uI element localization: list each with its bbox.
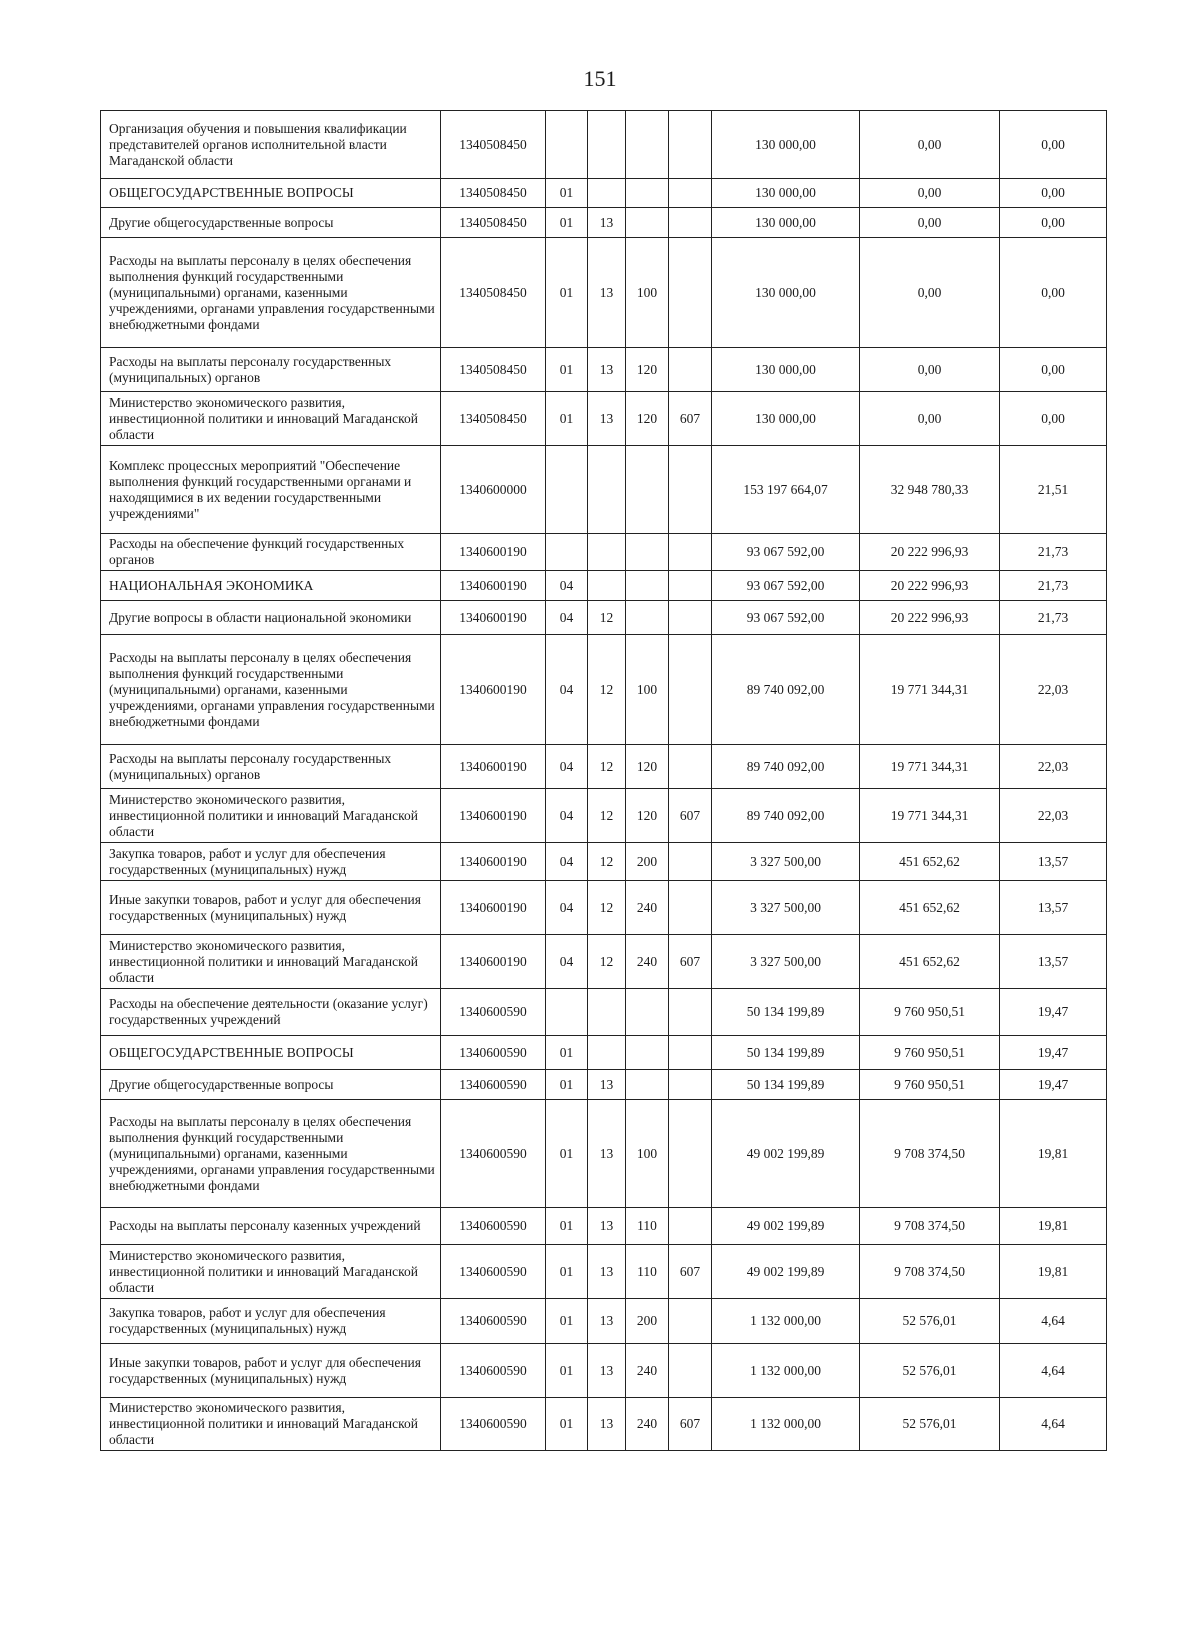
row-code: 1340600590 — [441, 1100, 546, 1208]
table-row — [101, 348, 1107, 392]
row-expense-type — [626, 208, 669, 238]
row-subsection — [588, 571, 626, 601]
table-row — [101, 881, 1107, 935]
row-name: Расходы на обеспечение деятельности (оказание услуг) государственных учреждений — [101, 989, 441, 1036]
row-section: 04 — [546, 745, 588, 789]
row-code: 1340600590 — [441, 1070, 546, 1100]
row-plan-amount: 3 327 500,00 — [712, 843, 860, 881]
row-expense-type: 120 — [626, 745, 669, 789]
row-expense-type: 240 — [626, 1344, 669, 1398]
row-subsection: 13 — [588, 1299, 626, 1344]
row-percent: 21,73 — [1000, 601, 1107, 635]
row-expense-type: 120 — [626, 348, 669, 392]
row-subsection: 12 — [588, 789, 626, 843]
row-section: 04 — [546, 601, 588, 635]
row-plan-amount: 93 067 592,00 — [712, 571, 860, 601]
row-expense-type — [626, 601, 669, 635]
budget-table — [100, 110, 1107, 1451]
table-row — [101, 392, 1107, 446]
row-plan-amount: 1 132 000,00 — [712, 1398, 860, 1451]
row-ministry-code — [669, 635, 712, 745]
row-subsection — [588, 989, 626, 1036]
row-section: 04 — [546, 571, 588, 601]
row-executed-amount: 451 652,62 — [860, 935, 1000, 989]
row-code: 1340600190 — [441, 745, 546, 789]
table-row — [101, 789, 1107, 843]
row-ministry-code — [669, 1344, 712, 1398]
row-executed-amount: 20 222 996,93 — [860, 571, 1000, 601]
row-name: Закупка товаров, работ и услуг для обеспечения государственных (муниципальных) нужд — [101, 843, 441, 881]
row-executed-amount: 52 576,01 — [860, 1299, 1000, 1344]
row-ministry-code — [669, 1208, 712, 1245]
table-row — [101, 935, 1107, 989]
row-name: Комплекс процессных мероприятий "Обеспечение выполнения функций государственными органами и находящимися в их ведении государственными учреждениями" — [101, 446, 441, 534]
table-row — [101, 843, 1107, 881]
table-row — [101, 111, 1107, 179]
row-name: Расходы на выплаты персоналу государственных (муниципальных) органов — [101, 348, 441, 392]
row-section — [546, 989, 588, 1036]
row-percent: 13,57 — [1000, 935, 1107, 989]
row-expense-type: 100 — [626, 238, 669, 348]
row-section: 01 — [546, 1100, 588, 1208]
row-code: 1340600000 — [441, 446, 546, 534]
row-subsection: 13 — [588, 1208, 626, 1245]
row-expense-type — [626, 534, 669, 571]
row-executed-amount: 20 222 996,93 — [860, 601, 1000, 635]
row-executed-amount: 451 652,62 — [860, 843, 1000, 881]
row-name: Министерство экономического развития, инвестиционной политики и инноваций Магаданской области — [101, 1398, 441, 1451]
row-section: 01 — [546, 238, 588, 348]
row-executed-amount: 19 771 344,31 — [860, 789, 1000, 843]
row-percent: 19,81 — [1000, 1245, 1107, 1299]
row-name: Расходы на выплаты персоналу казенных учреждений — [101, 1208, 441, 1245]
row-plan-amount: 130 000,00 — [712, 392, 860, 446]
row-executed-amount: 0,00 — [860, 208, 1000, 238]
row-percent: 0,00 — [1000, 238, 1107, 348]
row-ministry-code — [669, 601, 712, 635]
table-row — [101, 1036, 1107, 1070]
row-expense-type — [626, 446, 669, 534]
row-percent: 22,03 — [1000, 635, 1107, 745]
row-ministry-code — [669, 843, 712, 881]
row-executed-amount: 52 576,01 — [860, 1344, 1000, 1398]
row-name: Расходы на выплаты персоналу в целях обеспечения выполнения функций государственными (муниципальными) органами, казенными учреждениями, органами управления государственными внебюджетными фондами — [101, 1100, 441, 1208]
row-section: 04 — [546, 843, 588, 881]
row-ministry-code — [669, 571, 712, 601]
row-percent: 19,47 — [1000, 1070, 1107, 1100]
row-plan-amount: 89 740 092,00 — [712, 745, 860, 789]
row-name: Расходы на выплаты персоналу в целях обеспечения выполнения функций государственными (муниципальными) органами, казенными учреждениями, органами управления государственными внебюджетными фондами — [101, 635, 441, 745]
row-percent: 21,73 — [1000, 534, 1107, 571]
row-code: 1340600590 — [441, 989, 546, 1036]
row-percent: 19,81 — [1000, 1208, 1107, 1245]
row-plan-amount: 1 132 000,00 — [712, 1299, 860, 1344]
row-code: 1340600590 — [441, 1344, 546, 1398]
row-percent: 13,57 — [1000, 843, 1107, 881]
row-percent: 4,64 — [1000, 1344, 1107, 1398]
row-ministry-code — [669, 208, 712, 238]
row-subsection: 13 — [588, 1398, 626, 1451]
row-code: 1340600190 — [441, 571, 546, 601]
row-ministry-code — [669, 1036, 712, 1070]
row-plan-amount: 49 002 199,89 — [712, 1245, 860, 1299]
table-row — [101, 1208, 1107, 1245]
table-row — [101, 571, 1107, 601]
row-name: Министерство экономического развития, инвестиционной политики и инноваций Магаданской области — [101, 789, 441, 843]
row-section: 01 — [546, 1245, 588, 1299]
row-ministry-code — [669, 348, 712, 392]
table-row — [101, 1070, 1107, 1100]
row-subsection: 13 — [588, 208, 626, 238]
row-executed-amount: 451 652,62 — [860, 881, 1000, 935]
row-executed-amount: 9 708 374,50 — [860, 1208, 1000, 1245]
row-name: Иные закупки товаров, работ и услуг для обеспечения государственных (муниципальных) нужд — [101, 881, 441, 935]
row-executed-amount: 32 948 780,33 — [860, 446, 1000, 534]
row-name: Другие общегосударственные вопросы — [101, 1070, 441, 1100]
row-code: 1340508450 — [441, 111, 546, 179]
row-expense-type — [626, 179, 669, 208]
row-section: 04 — [546, 789, 588, 843]
row-name: НАЦИОНАЛЬНАЯ ЭКОНОМИКА — [101, 571, 441, 601]
row-percent: 0,00 — [1000, 179, 1107, 208]
row-expense-type — [626, 1070, 669, 1100]
row-ministry-code — [669, 745, 712, 789]
row-expense-type: 200 — [626, 843, 669, 881]
row-plan-amount: 49 002 199,89 — [712, 1100, 860, 1208]
row-code: 1340600590 — [441, 1208, 546, 1245]
row-subsection: 12 — [588, 635, 626, 745]
table-row — [101, 635, 1107, 745]
row-subsection: 12 — [588, 843, 626, 881]
row-ministry-code — [669, 111, 712, 179]
row-subsection: 13 — [588, 1245, 626, 1299]
row-percent: 4,64 — [1000, 1299, 1107, 1344]
row-code: 1340600190 — [441, 935, 546, 989]
row-subsection: 12 — [588, 881, 626, 935]
table-row — [101, 1299, 1107, 1344]
row-expense-type — [626, 1036, 669, 1070]
row-executed-amount: 9 708 374,50 — [860, 1245, 1000, 1299]
row-section: 04 — [546, 935, 588, 989]
row-name: Министерство экономического развития, инвестиционной политики и инноваций Магаданской области — [101, 935, 441, 989]
row-plan-amount: 93 067 592,00 — [712, 601, 860, 635]
row-code: 1340600190 — [441, 601, 546, 635]
table-row — [101, 446, 1107, 534]
row-ministry-code — [669, 446, 712, 534]
row-expense-type — [626, 111, 669, 179]
row-expense-type: 100 — [626, 1100, 669, 1208]
row-section — [546, 111, 588, 179]
row-executed-amount: 9 708 374,50 — [860, 1100, 1000, 1208]
row-ministry-code: 607 — [669, 935, 712, 989]
row-expense-type: 120 — [626, 789, 669, 843]
row-subsection: 13 — [588, 1070, 626, 1100]
row-code: 1340508450 — [441, 348, 546, 392]
row-percent: 0,00 — [1000, 348, 1107, 392]
table-row — [101, 745, 1107, 789]
table-row — [101, 601, 1107, 635]
row-section: 01 — [546, 1299, 588, 1344]
row-plan-amount: 130 000,00 — [712, 111, 860, 179]
row-plan-amount: 130 000,00 — [712, 179, 860, 208]
row-percent: 0,00 — [1000, 392, 1107, 446]
row-section: 01 — [546, 208, 588, 238]
row-section: 04 — [546, 635, 588, 745]
row-subsection: 13 — [588, 1344, 626, 1398]
row-section: 04 — [546, 881, 588, 935]
row-percent: 13,57 — [1000, 881, 1107, 935]
row-expense-type: 240 — [626, 935, 669, 989]
row-subsection — [588, 111, 626, 179]
row-section: 01 — [546, 1070, 588, 1100]
table-row — [101, 534, 1107, 571]
row-plan-amount: 3 327 500,00 — [712, 881, 860, 935]
row-ministry-code — [669, 1100, 712, 1208]
row-name: Закупка товаров, работ и услуг для обеспечения государственных (муниципальных) нужд — [101, 1299, 441, 1344]
row-code: 1340600190 — [441, 881, 546, 935]
row-percent: 22,03 — [1000, 789, 1107, 843]
row-ministry-code — [669, 881, 712, 935]
row-subsection — [588, 446, 626, 534]
row-name: Расходы на выплаты персоналу в целях обеспечения выполнения функций государственными (муниципальными) органами, казенными учреждениями, органами управления государственными внебюджетными фондами — [101, 238, 441, 348]
row-subsection — [588, 1036, 626, 1070]
row-section: 01 — [546, 1208, 588, 1245]
row-code: 1340600190 — [441, 534, 546, 571]
row-plan-amount: 89 740 092,00 — [712, 789, 860, 843]
table-body — [101, 111, 1107, 1451]
row-code: 1340600590 — [441, 1036, 546, 1070]
row-executed-amount: 0,00 — [860, 392, 1000, 446]
row-expense-type: 110 — [626, 1208, 669, 1245]
page-number: 151 — [583, 66, 617, 91]
row-subsection: 13 — [588, 1100, 626, 1208]
row-plan-amount: 1 132 000,00 — [712, 1344, 860, 1398]
row-plan-amount: 50 134 199,89 — [712, 1070, 860, 1100]
row-executed-amount: 0,00 — [860, 348, 1000, 392]
table-row — [101, 1398, 1107, 1451]
row-name: ОБЩЕГОСУДАРСТВЕННЫЕ ВОПРОСЫ — [101, 179, 441, 208]
row-section: 01 — [546, 1344, 588, 1398]
row-plan-amount: 130 000,00 — [712, 238, 860, 348]
row-subsection: 12 — [588, 601, 626, 635]
row-plan-amount: 130 000,00 — [712, 208, 860, 238]
row-section — [546, 446, 588, 534]
row-executed-amount: 19 771 344,31 — [860, 745, 1000, 789]
row-ministry-code — [669, 989, 712, 1036]
table-row — [101, 1100, 1107, 1208]
row-ministry-code: 607 — [669, 789, 712, 843]
row-percent: 21,73 — [1000, 571, 1107, 601]
row-percent: 19,47 — [1000, 989, 1107, 1036]
row-expense-type: 120 — [626, 392, 669, 446]
row-subsection — [588, 179, 626, 208]
row-name: Организация обучения и повышения квалификации представителей органов исполнительной власти Магаданской области — [101, 111, 441, 179]
row-code: 1340508450 — [441, 179, 546, 208]
row-plan-amount: 153 197 664,07 — [712, 446, 860, 534]
row-ministry-code: 607 — [669, 1398, 712, 1451]
row-plan-amount: 89 740 092,00 — [712, 635, 860, 745]
row-name: Министерство экономического развития, инвестиционной политики и инноваций Магаданской области — [101, 1245, 441, 1299]
row-executed-amount: 0,00 — [860, 179, 1000, 208]
row-percent: 0,00 — [1000, 111, 1107, 179]
row-plan-amount: 93 067 592,00 — [712, 534, 860, 571]
table-row — [101, 1245, 1107, 1299]
row-subsection: 13 — [588, 392, 626, 446]
row-section: 01 — [546, 1036, 588, 1070]
row-section — [546, 534, 588, 571]
row-executed-amount: 9 760 950,51 — [860, 989, 1000, 1036]
row-subsection: 13 — [588, 238, 626, 348]
row-expense-type: 100 — [626, 635, 669, 745]
row-name: Другие общегосударственные вопросы — [101, 208, 441, 238]
table-row — [101, 179, 1107, 208]
row-section: 01 — [546, 348, 588, 392]
table-row — [101, 208, 1107, 238]
row-ministry-code: 607 — [669, 392, 712, 446]
row-executed-amount: 9 760 950,51 — [860, 1070, 1000, 1100]
row-code: 1340600190 — [441, 789, 546, 843]
row-executed-amount: 0,00 — [860, 238, 1000, 348]
row-subsection — [588, 534, 626, 571]
row-ministry-code — [669, 1070, 712, 1100]
row-plan-amount: 3 327 500,00 — [712, 935, 860, 989]
row-percent: 19,81 — [1000, 1100, 1107, 1208]
row-section: 01 — [546, 392, 588, 446]
row-expense-type: 240 — [626, 881, 669, 935]
row-ministry-code — [669, 534, 712, 571]
row-executed-amount: 9 760 950,51 — [860, 1036, 1000, 1070]
row-executed-amount: 52 576,01 — [860, 1398, 1000, 1451]
row-ministry-code — [669, 238, 712, 348]
row-percent: 0,00 — [1000, 208, 1107, 238]
row-plan-amount: 49 002 199,89 — [712, 1208, 860, 1245]
row-ministry-code — [669, 179, 712, 208]
row-code: 1340600190 — [441, 843, 546, 881]
row-name: Другие вопросы в области национальной экономики — [101, 601, 441, 635]
row-subsection: 12 — [588, 935, 626, 989]
row-plan-amount: 50 134 199,89 — [712, 1036, 860, 1070]
row-expense-type: 200 — [626, 1299, 669, 1344]
table-row — [101, 238, 1107, 348]
row-section: 01 — [546, 1398, 588, 1451]
row-code: 1340600590 — [441, 1398, 546, 1451]
row-code: 1340600190 — [441, 635, 546, 745]
row-expense-type: 110 — [626, 1245, 669, 1299]
row-expense-type: 240 — [626, 1398, 669, 1451]
row-subsection: 12 — [588, 745, 626, 789]
row-percent: 19,47 — [1000, 1036, 1107, 1070]
row-executed-amount: 0,00 — [860, 111, 1000, 179]
row-executed-amount: 20 222 996,93 — [860, 534, 1000, 571]
row-name: Расходы на выплаты персоналу государственных (муниципальных) органов — [101, 745, 441, 789]
row-ministry-code: 607 — [669, 1245, 712, 1299]
row-percent: 4,64 — [1000, 1398, 1107, 1451]
row-code: 1340508450 — [441, 208, 546, 238]
row-name: ОБЩЕГОСУДАРСТВЕННЫЕ ВОПРОСЫ — [101, 1036, 441, 1070]
row-expense-type — [626, 571, 669, 601]
row-expense-type — [626, 989, 669, 1036]
row-code: 1340600590 — [441, 1299, 546, 1344]
row-name: Иные закупки товаров, работ и услуг для обеспечения государственных (муниципальных) нужд — [101, 1344, 441, 1398]
table-row — [101, 1344, 1107, 1398]
row-executed-amount: 19 771 344,31 — [860, 635, 1000, 745]
row-subsection: 13 — [588, 348, 626, 392]
row-percent: 21,51 — [1000, 446, 1107, 534]
table-row — [101, 989, 1107, 1036]
row-code: 1340508450 — [441, 392, 546, 446]
row-ministry-code — [669, 1299, 712, 1344]
row-code: 1340600590 — [441, 1245, 546, 1299]
row-section: 01 — [546, 179, 588, 208]
row-plan-amount: 50 134 199,89 — [712, 989, 860, 1036]
row-name: Расходы на обеспечение функций государственных органов — [101, 534, 441, 571]
row-name: Министерство экономического развития, инвестиционной политики и инноваций Магаданской области — [101, 392, 441, 446]
row-percent: 22,03 — [1000, 745, 1107, 789]
row-code: 1340508450 — [441, 238, 546, 348]
row-plan-amount: 130 000,00 — [712, 348, 860, 392]
